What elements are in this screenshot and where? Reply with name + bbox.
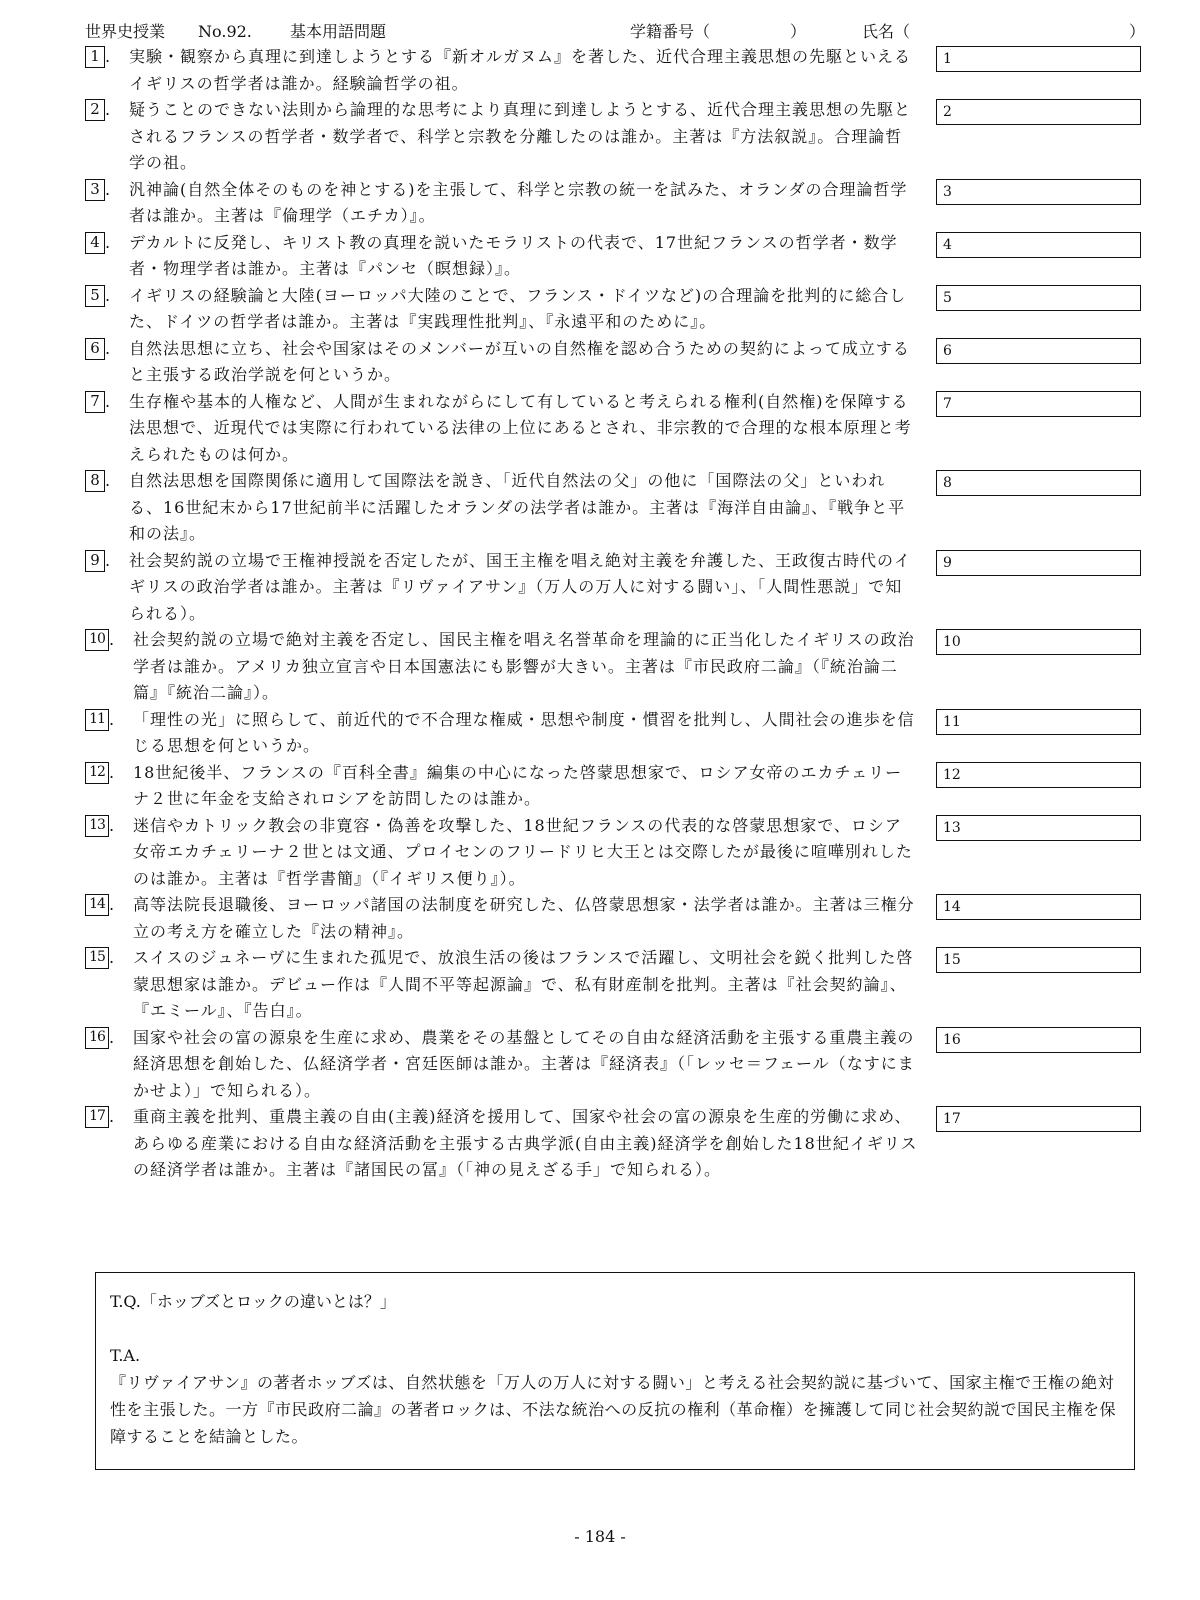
question-number: 10 <box>85 629 109 651</box>
answer-box: 7 <box>936 391 1141 417</box>
answer-box: 2 <box>936 99 1141 125</box>
answer-box: 4 <box>936 232 1141 258</box>
question-number: 3 <box>85 179 105 201</box>
student-name-field-close: ） <box>1128 22 1145 41</box>
question-item: 7 . 生存権や基本的人権など、人間が生まれながらにして有していると考えられる権利(自然権)を保障する法思想で、近現代では実際に行われている法律の上位にあるとされ、非宗教的で合理的な根本原理と考えられたものは何か。 7 <box>85 389 1145 469</box>
answer-box: 3 <box>936 179 1141 205</box>
question-item: 13 . 迷信やカトリック教会の非寛容・偽善を攻撃した、18世紀フランスの代表的な啓蒙思想家で、ロシア女帝エカチェリーナ２世とは文通、プロイセンのフリードリヒ大王とは交際したが最後に喧嘩別れしたのは誰か。主著は『哲学書簡』（『イギリス便り』）。 13 <box>85 813 1145 893</box>
tq-question: T.Q.「ホッブズとロックの違いとは？」 <box>110 1292 396 1311</box>
question-number: 14 <box>85 894 109 916</box>
question-item: 17 . 重商主義を批判、重農主義の自由(主義)経済を援用して、国家や社会の富の源泉を生産的労働に求め、あらゆる産業における自由な経済活動を主張する古典学派(自由主義)経済学を創始した18世紀イギリスの経済学者は誰か。主著は『諸国民の冨』（「神の見えざる手」で知られる）。 17 <box>85 1104 1145 1184</box>
question-item: 15 . スイスのジュネーヴに生まれた孤児で、放浪生活の後はフランスで活躍し、文明社会を鋭く批判した啓蒙思想家は誰か。デビュー作は『人間不平等起源論』で、私有財産制を批判。主著は『社会契約論』、『エミール』、『告白』。 15 <box>85 945 1145 1025</box>
answer-box: 16 <box>936 1027 1141 1053</box>
answer-box: 14 <box>936 894 1141 920</box>
answer-box: 9 <box>936 550 1141 576</box>
question-item: 1 . 実験・観察から真理に到達しようとする『新オルガヌム』を著した、近代合理主義思想の先駆といえるイギリスの哲学者は誰か。経験論哲学の祖。 1 <box>85 44 1145 97</box>
question-item: 14 . 高等法院長退職後、ヨーロッパ諸国の法制度を研究した、仏啓蒙思想家・法学者は誰か。主著は三権分立の考え方を確立した『法の精神』。 14 <box>85 892 1145 945</box>
tq-answer-label: T.A. <box>110 1346 141 1365</box>
question-item: 4 . デカルトに反発し、キリスト教の真理を説いたモラリストの代表で、17世紀フランスの哲学者・数学者・物理学者は誰か。主著は『パンセ（瞑想録）』。 4 <box>85 230 1145 283</box>
question-item: 3 . 汎神論(自然全体そのものを神とする)を主張して、科学と宗教の統一を試みた、オランダの合理論哲学者は誰か。主著は『倫理学（エチカ）』。 3 <box>85 177 1145 230</box>
question-number: 2 <box>85 99 105 121</box>
question-number: 4 <box>85 232 105 254</box>
question-text: 自然法思想を国際関係に適用して国際法を説き、「近代自然法の父」の他に「国際法の父」といわれる、16世紀末から17世紀前半に活躍したオランダの法学者は誰か。主著は『海洋自由論』、『戦争と平和の法』。 <box>129 471 906 543</box>
question-text: イギリスの経験論と大陸(ヨーロッパ大陸のことで、フランス・ドイツなど)の合理論を批判的に総合した、ドイツの哲学者は誰か。主著は『実践理性批判』、『永遠平和のために』。 <box>129 285 907 331</box>
question-text: スイスのジュネーヴに生まれた孤児で、放浪生活の後はフランスで活躍し、文明社会を鋭く批判した啓蒙思想家は誰か。デビュー作は『人間不平等起源論』で、私有財産制を批判。主著は『社会契約論』、『エミール』、『告白』。 <box>133 948 914 1020</box>
worksheet-number: No.92. <box>198 22 252 41</box>
question-item: 12 . 18世紀後半、フランスの『百科全書』編集の中心になった啓蒙思想家で、ロシア女帝のエカチェリーナ２世に年金を支給されロシアを訪問したのは誰か。 12 <box>85 760 1145 813</box>
question-text: 社会契約説の立場で王権神授説を否定したが、国王主権を唱え絶対主義を弁護した、王政復古時代のイギリスの政治学者は誰か。主著は『リヴァイアサン』（万人の万人に対する闘い」、「人間性悪説」で知られる）。 <box>129 550 912 623</box>
question-text: 迷信やカトリック教会の非寛容・偽善を攻撃した、18世紀フランスの代表的な啓蒙思想家で、ロシア女帝エカチェリーナ２世とは文通、プロイセンのフリードリヒ大王とは交際したが最後に喧嘩別れしたのは誰か。主著は『哲学書簡』（『イギリス便り』）。 <box>133 815 913 888</box>
worksheet-header <box>85 20 1145 44</box>
answer-box: 5 <box>936 285 1141 311</box>
question-text: 国家や社会の富の源泉を生産に求め、農業をその基盤としてその自由な経済活動を主張する重農主義の経済思想を創始した、仏経済学者・宮廷医師は誰か。主著は『経済表』（「レッセ＝フェール（なすにまかせよ）」で知られる）。 <box>133 1027 915 1100</box>
answer-box: 12 <box>936 762 1141 788</box>
answer-box: 6 <box>936 338 1141 364</box>
question-item: 2 . 疑うことのできない法則から論理的な思考により真理に到達しようとする、近代合理主義思想の先駆とされるフランスの哲学者・数学者で、科学と宗教を分離したのは誰か。主著は『方法叙説』。合理論哲学の祖。 2 <box>85 97 1145 177</box>
question-number: 17 <box>85 1106 109 1128</box>
question-number: 8 <box>85 470 105 492</box>
page-number: - 184 - <box>574 1527 626 1546</box>
question-number: 11 <box>85 709 109 731</box>
answer-box: 13 <box>936 815 1141 841</box>
answer-box: 15 <box>936 947 1141 973</box>
student-id-field: 学籍番号（ ） <box>630 22 807 41</box>
question-text: 18世紀後半、フランスの『百科全書』編集の中心になった啓蒙思想家で、ロシア女帝のエカチェリーナ２世に年金を支給されロシアを訪問したのは誰か。 <box>133 762 903 808</box>
question-text: 重商主義を批判、重農主義の自由(主義)経済を援用して、国家や社会の富の源泉を生産的労働に求め、あらゆる産業における自由な経済活動を主張する古典学派(自由主義)経済学を創始した18世紀イギリスの経済学者は誰か。主著は『諸国民の冨』（「神の見えざる手」で知られる）。 <box>133 1107 918 1179</box>
question-number: 7 <box>85 391 105 413</box>
question-text: 汎神論(自然全体そのものを神とする)を主張して、科学と宗教の統一を試みた、オランダの合理論哲学者は誰か。主著は『倫理学（エチカ）』。 <box>129 179 908 225</box>
question-number: 12 <box>85 762 109 784</box>
question-text: デカルトに反発し、キリスト教の真理を説いたモラリストの代表で、17世紀フランスの哲学者・数学者・物理学者は誰か。主著は『パンセ（瞑想録）』。 <box>129 232 898 278</box>
worksheet-title: 基本用語問題 <box>290 22 387 41</box>
question-item: 9 . 社会契約説の立場で王権神授説を否定したが、国王主権を唱え絶対主義を弁護した、王政復古時代のイギリスの政治学者は誰か。主著は『リヴァイアサン』（万人の万人に対する闘い」、「人間性悪説」で知られる）。 9 <box>85 548 1145 628</box>
question-number: 13 <box>85 815 109 837</box>
question-text: 自然法思想に立ち、社会や国家はそのメンバーが互いの自然権を認め合うための契約によって成立すると主張する政治学説を何というか。 <box>129 338 910 384</box>
tq-answer-text: 『リヴァイアサン』の著者ホッブズは、自然状態を「万人の万人に対する闘い」と考える社会契約説に基づいて、国家主権で王権の絶対性を主張した。一方『市民政府二論』の著者ロックは、不法な統治への反抗の権利（革命権）を擁護して同じ社会契約説で国民主権を保障することを結論とした。 <box>110 1373 1117 1446</box>
answer-box: 17 <box>936 1106 1141 1132</box>
question-number: 5 <box>85 285 105 307</box>
student-name-field: 氏名（ <box>862 22 911 41</box>
question-number: 6 <box>85 338 105 360</box>
answer-box: 1 <box>936 46 1141 72</box>
question-item: 8 . 自然法思想を国際関係に適用して国際法を説き、「近代自然法の父」の他に「国際法の父」といわれる、16世紀末から17世紀前半に活躍したオランダの法学者は誰か。主著は『海洋自由論』、『戦争と平和の法』。 8 <box>85 468 1145 548</box>
answer-box: 11 <box>936 709 1141 735</box>
question-text: 「理性の光」に照らして、前近代的で不合理な権威・思想や制度・慣習を批判し、人間社会の進歩を信じる思想を何というか。 <box>133 709 915 755</box>
question-item: 16 . 国家や社会の富の源泉を生産に求め、農業をその基盤としてその自由な経済活動を主張する重農主義の経済思想を創始した、仏経済学者・宮廷医師は誰か。主著は『経済表』（「レッセ＝フェール（なすにまかせよ）」で知られる）。 16 <box>85 1025 1145 1105</box>
question-item: 6 . 自然法思想に立ち、社会や国家はそのメンバーが互いの自然権を認め合うための契約によって成立すると主張する政治学説を何というか。 6 <box>85 336 1145 389</box>
question-number: 16 <box>85 1027 109 1049</box>
question-text: 生存権や基本的人権など、人間が生まれながらにして有していると考えられる権利(自然権)を保障する法思想で、近現代では実際に行われている法律の上位にあるとされ、非宗教的で合理的な根本原理と考えられたものは何か。 <box>129 391 912 464</box>
question-text: 疑うことのできない法則から論理的な思考により真理に到達しようとする、近代合理主義思想の先駆とされるフランスの哲学者・数学者で、科学と宗教を分離したのは誰か。主著は『方法叙説』。合理論哲学の祖。 <box>129 100 912 172</box>
question-item: 11 . 「理性の光」に照らして、前近代的で不合理な権威・思想や制度・慣習を批判し、人間社会の進歩を信じる思想を何というか。 11 <box>85 707 1145 760</box>
course-name: 世界史授業 <box>85 22 166 41</box>
question-number: 9 <box>85 550 105 572</box>
answer-box: 8 <box>936 470 1141 496</box>
question-list <box>85 44 1145 1184</box>
tq-box <box>95 1272 1135 1470</box>
question-number: 1 <box>85 46 105 68</box>
question-item: 5 . イギリスの経験論と大陸(ヨーロッパ大陸のことで、フランス・ドイツなど)の合理論を批判的に総合した、ドイツの哲学者は誰か。主著は『実践理性批判』、『永遠平和のために』。 5 <box>85 283 1145 336</box>
question-text: 社会契約説の立場で絶対主義を否定し、国民主権を唱え名誉革命を理論的に正当化したイギリスの政治学者は誰か。アメリカ独立宣言や日本国憲法にも影響が大きい。主著は『市民政府二論』（『統治論二篇』『統治二論』）。 <box>133 630 915 702</box>
answer-box: 10 <box>936 629 1141 655</box>
question-number: 15 <box>85 947 109 969</box>
question-text: 高等法院長退職後、ヨーロッパ諸国の法制度を研究した、仏啓蒙思想家・法学者は誰か。主著は三権分立の考え方を確立した『法の精神』。 <box>133 895 915 941</box>
question-text: 実験・観察から真理に到達しようとする『新オルガヌム』を著した、近代合理主義思想の先駆といえるイギリスの哲学者は誰か。経験論哲学の祖。 <box>129 47 912 93</box>
question-item: 10 . 社会契約説の立場で絶対主義を否定し、国民主権を唱え名誉革命を理論的に正当化したイギリスの政治学者は誰か。アメリカ独立宣言や日本国憲法にも影響が大きい。主著は『市民政府二論』（『統治論二篇』『統治二論』）。 10 <box>85 627 1145 707</box>
